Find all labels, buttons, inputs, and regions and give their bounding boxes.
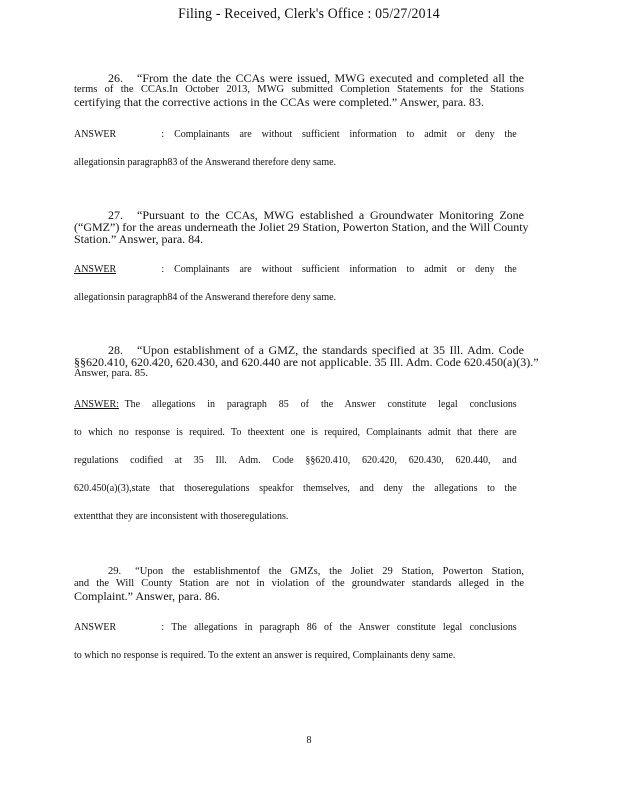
answer-line: The allegations in paragraph 85 of the Answer constitute legal conclusions bbox=[124, 399, 517, 410]
filing-header: Filing - Received, Clerk's Office : 05/27/2014 bbox=[178, 6, 440, 22]
page-number: 8 bbox=[306, 735, 312, 746]
paragraph-29-quote bbox=[74, 566, 524, 602]
paragraph-26-quote bbox=[74, 72, 524, 108]
paragraph-28-quote bbox=[74, 343, 539, 380]
quote-line: Complaint.” Answer, para. 86. bbox=[74, 589, 220, 603]
answer-line: allegationsin paragraph84 of the Answerand therefore deny same. bbox=[74, 292, 337, 303]
paragraph-number: 29. bbox=[108, 566, 122, 577]
quote-line: (“GMZ”) for the areas underneath the Joliet 29 Station, Powerton Station, and the Will County bbox=[74, 220, 529, 234]
paragraph-number: 27. bbox=[108, 208, 123, 222]
paragraph-29-answer bbox=[74, 622, 517, 662]
quote-line: certifying that the corrective actions in the CCAs were completed.” Answer, para. 83. bbox=[74, 95, 485, 109]
quote-line: “Upon establishment of a GMZ, the standards specified at 35 Ill. Adm. Code bbox=[137, 343, 524, 357]
quote-line: terms of the CCAs.In October 2013, MWG submitted Completion Statements for the Stations bbox=[74, 84, 524, 95]
paragraph-number: 28. bbox=[108, 343, 123, 357]
paragraph-27-answer bbox=[74, 264, 517, 304]
quote-line: Station.” Answer, para. 84. bbox=[74, 232, 204, 246]
paragraph-number: 26. bbox=[108, 71, 123, 85]
answer-line: 620.450(a)(3),state that thoseregulations speakfor themselves, and deny the allegations to the bbox=[74, 483, 517, 494]
answer-line: : Complainants are without sufficient information to admit or deny the bbox=[161, 264, 517, 275]
answer-label: ANSWER bbox=[74, 129, 117, 140]
answer-label: ANSWER bbox=[74, 622, 117, 633]
quote-line: Answer, para. 85. bbox=[74, 368, 148, 379]
answer-line: regulations codified at 35 Ill. Adm. Code §§620.410, 620.420, 620.430, 620.440, and bbox=[74, 455, 517, 466]
answer-line: extentthat they are inconsistent with thoseregulations. bbox=[74, 511, 289, 522]
quote-line: “Upon the establishmentof the GMZs, the Joliet 29 Station, Powerton Station, bbox=[135, 566, 524, 577]
quote-line: and the Will County Station are not in violation of the groundwater standards alleged in the bbox=[74, 578, 524, 589]
paragraph-26-answer bbox=[74, 129, 517, 169]
paragraph-28-answer bbox=[74, 399, 517, 523]
quote-line: §§620.410, 620.420, 620.430, and 620.440 are not applicable. 35 Ill. Adm. Code 620.450(a)(3).” bbox=[74, 355, 539, 369]
answer-line: to which no response is required. To theextent one is required, Complainants admit that there are bbox=[74, 427, 517, 438]
quote-line: “Pursuant to the CCAs, MWG established a Groundwater Monitoring Zone bbox=[137, 208, 524, 222]
paragraph-27-quote bbox=[74, 208, 529, 246]
answer-line: : The allegations in paragraph 86 of the Answer constitute legal conclusions bbox=[161, 622, 517, 633]
answer-label: ANSWER bbox=[74, 264, 117, 275]
answer-line: : Complainants are without sufficient information to admit or deny the bbox=[161, 129, 517, 140]
answer-label: ANSWER: bbox=[74, 399, 119, 410]
answer-line: to which no response is required. To the extent an answer is required, Complainants deny same. bbox=[74, 650, 456, 661]
answer-line: allegationsin paragraph83 of the Answerand therefore deny same. bbox=[74, 157, 337, 168]
quote-line: “From the date the CCAs were issued, MWG executed and completed all the bbox=[137, 71, 524, 85]
